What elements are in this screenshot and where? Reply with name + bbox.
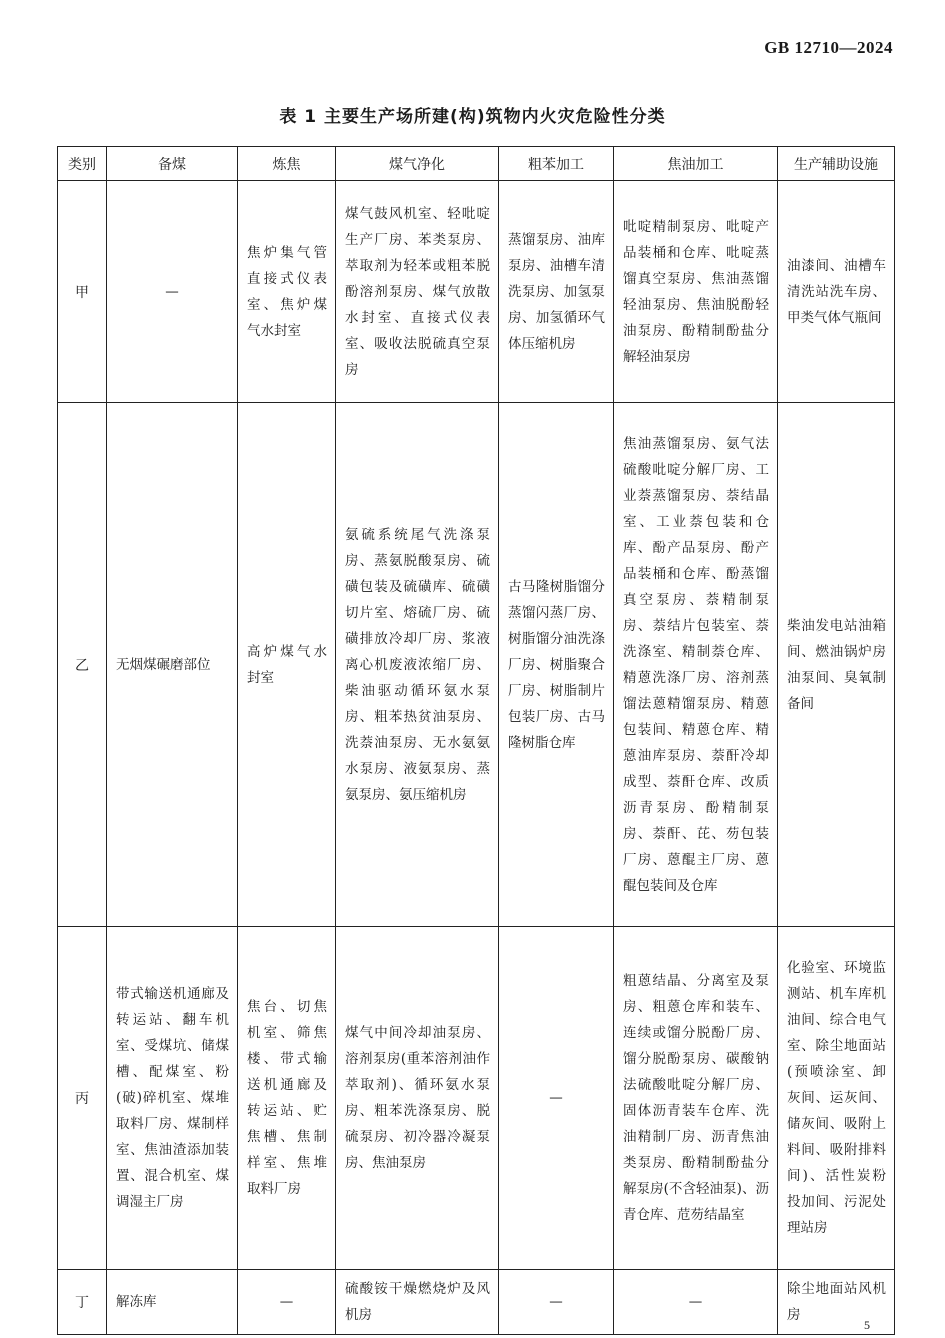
table-row-class-d: [58, 1270, 895, 1335]
category-cell: 丙: [58, 927, 107, 1270]
column-header-coal-prep: 备煤: [107, 147, 238, 181]
table-cell: —: [238, 1270, 336, 1335]
table-cell: 氨硫系统尾气洗涤泵房、蒸氨脱酸泵房、硫磺包装及硫磺库、硫磺切片室、熔硫厂房、硫磺排放冷却厂房、浆液离心机废液浓缩厂房、柴油驱动循环氨水泵房、粗苯热贫油泵房、洗萘油泵房、无水氨氨水泵房、液氨泵房、蒸氨泵房、氨压缩机房: [336, 403, 499, 927]
table-cell: 油漆间、油槽车清洗站洗车房、甲类气体气瓶间: [778, 181, 895, 403]
category-cell: 乙: [58, 403, 107, 927]
table-cell: 解冻库: [107, 1270, 238, 1335]
table-cell: 化验室、环境监测站、机车库机油间、综合电气室、除尘地面站(预喷涂室、卸灰间、运灰间、储灰间、吸附上料间、吸附排料间)、活性炭粉投加间、污泥处理站房: [778, 927, 895, 1270]
column-header-coking: 炼焦: [238, 147, 336, 181]
table-cell: —: [614, 1270, 778, 1335]
column-header-auxiliary: 生产辅助设施: [778, 147, 895, 181]
table-cell: 煤气中间冷却油泵房、溶剂泵房(重苯溶剂油作萃取剂)、循环氨水泵房、粗苯洗涤泵房、脱硫泵房、初冷器冷凝泵房、焦油泵房: [336, 927, 499, 1270]
table-cell: 无烟煤碾磨部位: [107, 403, 238, 927]
table-cell: 除尘地面站风机房: [778, 1270, 895, 1335]
table-cell: 煤气鼓风机室、轻吡啶生产厂房、苯类泵房、萃取剂为轻苯或粗苯脱酚溶剂泵房、煤气放散水封室、直接式仪表室、吸收法脱硫真空泵房: [336, 181, 499, 403]
table-cell: 带式输送机通廊及转运站、翻车机室、受煤坑、储煤槽、配煤室、粉(破)碎机室、煤堆取料厂房、煤制样室、焦油渣添加装置、混合机室、煤调湿主厂房: [107, 927, 238, 1270]
table-cell: —: [107, 181, 238, 403]
table-cell: 硫酸铵干燥燃烧炉及风机房: [336, 1270, 499, 1335]
column-header-crude-benzene: 粗苯加工: [499, 147, 614, 181]
standard-number: GB 12710—2024: [764, 38, 893, 57]
fire-hazard-table: [57, 146, 895, 1335]
table-cell: 焦台、切焦机室、筛焦楼、带式输送机通廊及转运站、贮焦槽、焦制样室、焦堆取料厂房: [238, 927, 336, 1270]
table-cell: 柴油发电站油箱间、燃油锅炉房油泵间、臭氧制备间: [778, 403, 895, 927]
column-header-tar-processing: 焦油加工: [614, 147, 778, 181]
table-row-class-a: [58, 181, 895, 403]
category-cell: 甲: [58, 181, 107, 403]
table-cell: 粗蒽结晶、分离室及泵房、粗蒽仓库和装车、连续或馏分脱酚厂房、馏分脱酚泵房、碳酸钠法硫酸吡啶分解厂房、固体沥青装车仓库、洗油精制厂房、沥青焦油类泵房、酚精制酚盐分解泵房(不含轻油泵)、沥青仓库、苊芴结晶室: [614, 927, 778, 1270]
table-cell: —: [499, 1270, 614, 1335]
table-cell: 吡啶精制泵房、吡啶产品装桶和仓库、吡啶蒸馏真空泵房、焦油蒸馏轻油泵房、焦油脱酚轻油泵房、酚精制酚盐分解轻油泵房: [614, 181, 778, 403]
table-cell: 焦油蒸馏泵房、氨气法硫酸吡啶分解厂房、工业萘蒸馏泵房、萘结晶室、工业萘包装和仓库、酚产品泵房、酚产品装桶和仓库、酚蒸馏真空泵房、萘精制泵房、萘结片包装室、萘洗涤室、精制萘仓库、精蒽洗涤厂房、溶剂蒸馏法蒽精馏泵房、精蒽包装间、精蒽仓库、精蒽油库泵房、萘酐冷却成型、萘酐仓库、改质沥青泵房、酚精制泵房、萘酐、芘、芴包装厂房、蒽醌主厂房、蒽醌包装间及仓库: [614, 403, 778, 927]
category-cell: 丁: [58, 1270, 107, 1335]
page-number: 5: [864, 1318, 870, 1332]
table-row-class-c: [58, 927, 895, 1270]
table-cell: 古马隆树脂馏分蒸馏闪蒸厂房、树脂馏分油洗涤厂房、树脂聚合厂房、树脂制片包装厂房、古马隆树脂仓库: [499, 403, 614, 927]
table-cell: 高炉煤气水封室: [238, 403, 336, 927]
table-cell: 蒸馏泵房、油库泵房、油槽车清洗泵房、加氢泵房、加氢循环气体压缩机房: [499, 181, 614, 403]
table-header-row: [58, 147, 895, 181]
column-header-gas-purification: 煤气净化: [336, 147, 499, 181]
table-row-class-b: [58, 403, 895, 927]
table-title: 表 1 主要生产场所建(构)筑物内火灾危险性分类: [279, 107, 666, 127]
column-header-category: 类别: [58, 147, 107, 181]
table-cell: —: [499, 927, 614, 1270]
table-cell: 焦炉集气管直接式仪表室、焦炉煤气水封室: [238, 181, 336, 403]
